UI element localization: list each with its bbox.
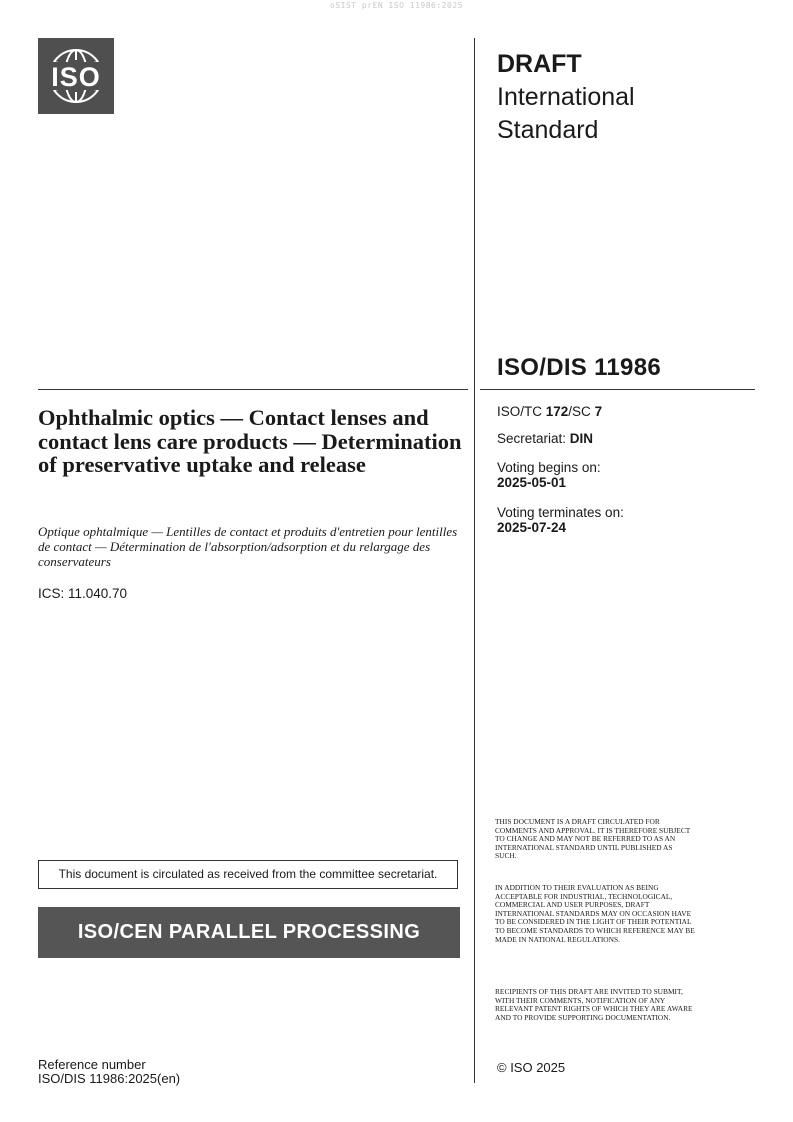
document-title: Ophthalmic optics — Contact lenses and contact lens care products — Determination of preservative uptake and release (38, 405, 462, 477)
standard-label: Standard (497, 116, 599, 144)
voting-begins (497, 460, 601, 490)
voting-begins-date: 2025-05-01 (497, 475, 567, 490)
voting-terminates (497, 505, 624, 535)
voting-begins-label: Voting begins on: (497, 460, 601, 475)
ics-code: ICS: 11.040.70 (38, 586, 128, 601)
document-subtitle-french: Optique ophtalmique — Lentilles de contact et produits d'entretien pour lentilles de contact — Détermination de l'absorption/adsorption et du relargage des conservateurs (38, 524, 458, 569)
parallel-processing-banner: ISO/CEN PARALLEL PROCESSING (38, 907, 460, 958)
international-label: International (497, 83, 635, 111)
iso-logo-icon (38, 38, 114, 114)
voting-terminates-label: Voting terminates on: (497, 505, 624, 520)
copyright: © ISO 2025 (497, 1060, 566, 1075)
secretariat: Secretariat: DIN (497, 431, 594, 446)
draft-notice-1: THIS DOCUMENT IS A DRAFT CIRCULATED FOR COMMENTS AND APPROVAL. IT IS THEREFORE SUBJECT TO CHANGE AND MAY NOT BE REFERRED TO AS AN INTERNATIONAL STANDARD UNTIL PUBLISHED AS SUCH. (495, 817, 691, 861)
document-number: ISO/DIS 11986 (497, 354, 662, 381)
reference-value: ISO/DIS 11986:2025(en) (38, 1071, 181, 1086)
circulated-notice: This document is circulated as received from the committee secretariat. (38, 860, 458, 889)
draft-notice-2: IN ADDITION TO THEIR EVALUATION AS BEING ACCEPTABLE FOR INDUSTRIAL, TECHNOLOGICAL, COMMERCIAL AND USER PURPOSES, DRAFT INTERNATIONAL STANDARDS MAY ON OCCASION HAVE TO BE CONSIDERED IN THE LIGHT OF THEIR POTENTIAL TO BECOME STANDARDS TO WHICH REFERENCE MAY BE MADE IN NATIONAL REGULATIONS. (495, 883, 695, 944)
draft-notice-3: RECIPIENTS OF THIS DRAFT ARE INVITED TO SUBMIT, WITH THEIR COMMENTS, NOTIFICATION OF ANY RELEVANT PATENT RIGHTS OF WHICH THEY ARE AWARE AND TO PROVIDE SUPPORTING DOCUMENTATION. (495, 987, 693, 1022)
left-divider (38, 389, 468, 390)
committee: ISO/TC 172/SC 7 (497, 404, 603, 419)
vertical-divider (474, 38, 475, 1083)
watermark: oSIST prEN ISO 11986:2025 (330, 1, 463, 10)
document-type-heading (497, 48, 635, 147)
reference-label: Reference number (38, 1057, 146, 1072)
draft-label: DRAFT (497, 50, 582, 78)
voting-terminates-date: 2025-07-24 (497, 520, 567, 535)
iso-logo-text: ISO (51, 62, 101, 92)
right-divider (480, 389, 755, 390)
reference-number (38, 1058, 180, 1086)
